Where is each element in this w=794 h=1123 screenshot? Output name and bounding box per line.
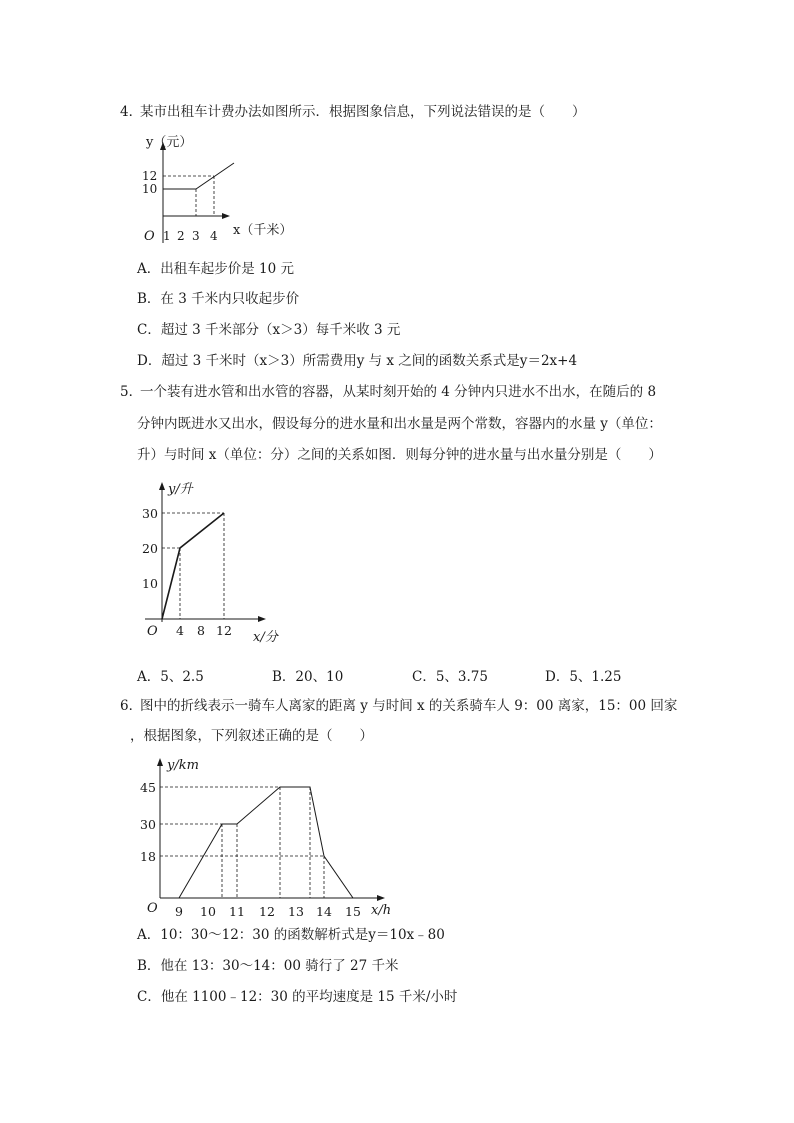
q6-x-label: x/h [371,903,392,918]
q5-x-tick-8: 8 [197,623,205,638]
q5-number: 5． [120,384,143,400]
q4-x-tick-2: 2 [177,229,185,243]
q6-x-tick-15: 15 [345,904,361,919]
q6-y-tick-18: 18 [140,849,156,864]
q6-number: 6． [120,698,143,714]
q6-x-tick-11: 11 [229,904,245,919]
q5-x-tick-4: 4 [176,623,184,638]
q4-x-tick-4: 4 [210,229,218,243]
q5-y-tick-10: 10 [142,576,158,591]
q4-graph [130,128,430,258]
q4-y-tick-12: 12 [142,169,158,183]
q4-number: 4． [120,104,143,120]
q4-x-arrow [222,213,230,219]
q4-origin: O [144,229,155,244]
q5-option-a: A．5、2.5 [137,669,204,685]
q5-option-b: B．20、10 [272,669,344,685]
q6-x-tick-12: 12 [259,904,275,919]
q5-stem-line-3: 升）与时间 x（单位：分）之间的关系如图．则每分钟的进水量与出水量分别是（ ） [137,447,662,463]
q4-stem [120,103,586,121]
q6-y-tick-45: 45 [140,780,156,795]
q6-stem-text-1: 图中的折线表示一骑车人离家的距离 y 与时间 x 的关系骑车人 9：00 离家，15：00 回家 [140,698,678,714]
q5-stem-text-1: 一个装有进水管和出水管的容器，从某时刻开始的 4 分钟内只进水不出水，在随后的 8 [140,384,657,400]
q5-option-c: C．5、3.75 [412,669,488,685]
q6-graph [140,752,420,922]
q5-origin: O [147,624,158,639]
q6-origin: O [147,901,158,916]
q6-stem-line-1 [120,697,677,715]
q6-ride-line [179,787,353,898]
q5-graph [135,474,315,644]
q5-options [137,665,697,683]
q6-option-c: C．他在 1100﹣12：30 的平均速度是 15 千米/小时 [137,989,458,1005]
q4-option-a: A．出租车起步价是 10 元 [137,261,295,277]
q5-x-arrow [258,616,266,622]
q5-water-line [162,513,224,619]
q5-x-tick-12: 12 [216,623,232,638]
q4-x-tick-1: 1 [163,229,171,243]
q6-y-arrow [157,758,163,766]
q4-stem-text: 某市出租车计费办法如图所示．根据图象信息，下列说法错误的是（ ） [140,104,586,120]
q6-y-label: y/km [167,758,199,773]
q5-y-label: y/升 [168,482,193,497]
q6-x-tick-10: 10 [200,904,216,919]
q5-y-arrow [159,482,165,490]
q6-x-arrow [377,895,385,901]
q4-y-tick-10: 10 [142,182,158,196]
q5-y-tick-20: 20 [142,541,158,556]
q4-x-label: x（千米） [233,223,293,238]
q6-x-tick-13: 13 [288,904,304,919]
q4-option-d: D．超过 3 千米时（x＞3）所需费用y 与 x 之间的函数关系式是y＝2x+4 [137,353,578,369]
q4-option-b: B．在 3 千米内只收起步价 [137,291,300,307]
q6-option-a: A．10：30～12：30 的函数解析式是y＝10x﹣80 [137,927,445,943]
q5-stem-line-1 [120,383,656,401]
q5-y-tick-30: 30 [142,506,158,521]
q6-stem-line-2: ，根据图象，下列叙述正确的是（ ） [130,728,373,744]
q6-x-tick-9: 9 [175,904,183,919]
q4-option-c: C．超过 3 千米部分（x＞3）每千米收 3 元 [137,322,401,338]
q6-x-tick-14: 14 [316,904,332,919]
q5-stem-line-2: 分钟内既进水又出水，假设每分的进水量和出水量是两个常数，容器内的水量 y（单位： [137,416,662,432]
q4-x-tick-3: 3 [192,229,200,243]
q6-option-b: B．他在 13：30～14：00 骑行了 27 千米 [137,958,399,974]
q5-x-label: x/分 [253,630,278,645]
q5-option-d: D．5、1.25 [545,669,622,685]
q4-y-label: y（元） [146,135,193,150]
q6-y-tick-30: 30 [140,817,156,832]
